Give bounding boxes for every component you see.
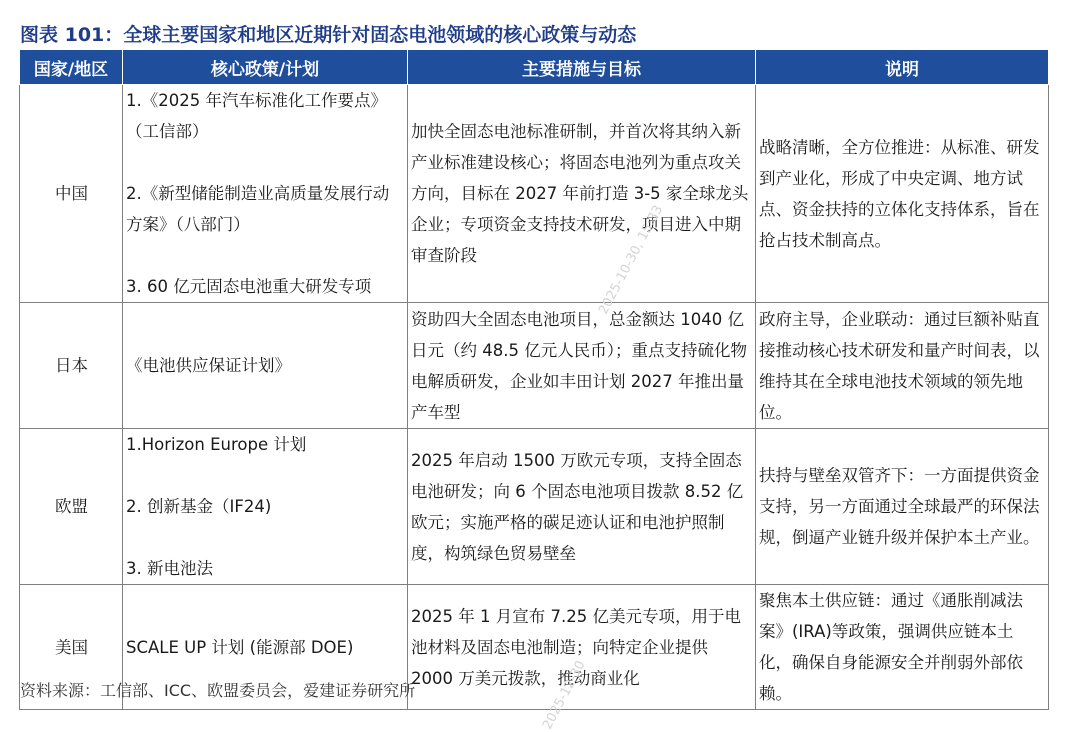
- measures-cell: 2025 年 1 月宣布 7.25 亿美元专项，用于电池材料及固态电池制造；向特定企业提供 2000 万美元拨款，推动商业化: [408, 585, 756, 710]
- header-measures: 主要措施与目标: [408, 50, 756, 85]
- table-row: [20, 429, 1049, 585]
- header-notes: 说明: [756, 50, 1049, 85]
- notes-cell: 扶持与壁垒双管齐下：一方面提供资金支持，另一方面通过全球最严的环保法规，倒逼产业链升级并保护本土产业。: [756, 429, 1049, 585]
- plan-item: 《电池供应保证计划》: [126, 356, 291, 375]
- country-cell: 美国: [20, 585, 123, 710]
- header-country: 国家/地区: [20, 50, 123, 85]
- table-row: [20, 85, 1049, 303]
- header-plans: 核心政策/计划: [123, 50, 408, 85]
- plan-item: 3. 新电池法: [126, 559, 213, 578]
- plans-cell: [123, 429, 408, 585]
- table-header-row: [20, 50, 1049, 85]
- notes-cell: 战略清晰，全方位推进：从标准、研发到产业化，形成了中央定调、地方试点、资金扶持的立体化支持体系，旨在抢占技术制高点。: [756, 85, 1049, 303]
- plans-cell: [123, 85, 408, 303]
- plan-item: 1.Horizon Europe 计划: [126, 435, 307, 454]
- measures-cell: 资助四大全固态电池项目，总金额达 1040 亿日元（约 48.5 亿元人民币）；重点支持硫化物电解质研发，企业如丰田计划 2027 年推出量产车型: [408, 303, 756, 429]
- plan-item: 2. 创新基金（IF24): [126, 497, 272, 516]
- measures-cell: 加快全固态电池标准研制，并首次将其纳入新产业标准建设核心；将固态电池列为重点攻关方向，目标在 2027 年前打造 3-5 家全球龙头企业；专项资金支持技术研发，项目进入中期审查阶段: [408, 85, 756, 303]
- plans-cell: [123, 303, 408, 429]
- source-note: 资料来源：工信部、ICC、欧盟委员会，爱建证券研究所: [20, 681, 416, 700]
- policy-table: [19, 49, 1049, 710]
- plan-item: 2.《新型储能制造业高质量发展行动方案》（八部门）: [126, 184, 390, 234]
- notes-cell: 政府主导，企业联动：通过巨额补贴直接推动核心技术研发和量产时间表，以维持其在全球电池技术领域的领先地位。: [756, 303, 1049, 429]
- plan-item: SCALE UP 计划 (能源部 DOE): [126, 637, 354, 657]
- watermark-text: 2025-12-30: [540, 658, 589, 732]
- notes-cell: 聚焦本土供应链：通过《通胀削减法案》(IRA)等政策，强调供应链本土化，确保自身能源安全并削弱外部依赖。: [756, 585, 1049, 710]
- country-cell: 日本: [20, 303, 123, 429]
- plan-item: 1.《2025 年汽车标准化工作要点》（工信部）: [126, 91, 387, 141]
- country-cell: 中国: [20, 85, 123, 303]
- figure-title: 图表 101：全球主要国家和地区近期针对固态电池领域的核心政策与动态: [20, 24, 637, 46]
- plan-item: 3. 60 亿元固态电池重大研发专项: [126, 277, 372, 296]
- watermark-text: 2025-10-30, 15:33: [596, 202, 667, 318]
- measures-cell: 2025 年启动 1500 万欧元专项，支持全固态电池研发；向 6 个固态电池项目拨款 8.52 亿欧元；实施严格的碳足迹认证和电池护照制度，构筑绿色贸易壁垒: [408, 429, 756, 585]
- table-row: [20, 303, 1049, 429]
- country-cell: 欧盟: [20, 429, 123, 585]
